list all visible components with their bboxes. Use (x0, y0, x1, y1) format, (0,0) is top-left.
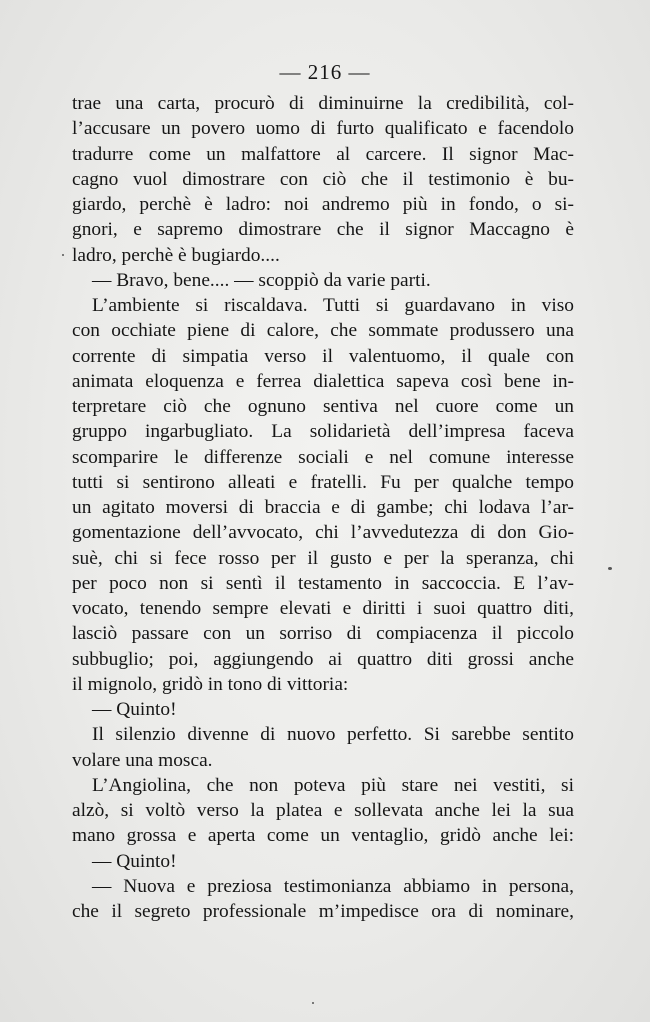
ink-speck (312, 1002, 314, 1004)
text-line: tradurre come un malfattore al carcere. Il signor Mac- (72, 143, 574, 165)
text-line: corrente di simpatia verso il valentuomo, il quale con (72, 345, 574, 367)
text-line: tutti si sentirono alleati e fratelli. Fu per qualche tempo (72, 471, 574, 493)
text-line: terpretare ciò che ognuno sentiva nel cuore come un (72, 396, 574, 417)
text-line: Il silenzio divenne di nuovo perfetto. Si sarebbe sentito (92, 724, 574, 746)
text-line: gomentazione dell’avvocato, chi l’avvedutezza di don Gio- (72, 522, 574, 544)
text-line: un agitato moversi di braccia e di gambe; chi lodava l’ar- (72, 497, 574, 518)
text-line: — Nuova e preziosa testimonianza abbiamo in persona, (92, 875, 574, 897)
text-line: L’Angiolina, che non poteva più stare nei vestiti, si (92, 774, 574, 796)
text-line: ladro, perchè è bugiardo.... (72, 244, 280, 266)
body-text (72, 91, 574, 924)
text-line: animata eloquenza e ferrea dialettica sapeva così bene in- (72, 370, 574, 392)
page-number: — 216 — (279, 60, 371, 84)
text-line: per poco non si sentì il testamento in saccoccia. E l’av- (72, 572, 574, 594)
text-line: — Quinto! (92, 699, 177, 720)
text-line: subbuglio; poi, aggiungendo ai quattro diti grossi anche (72, 648, 574, 670)
text-line: alzò, si voltò verso la platea e sollevata anche lei la sua (72, 800, 574, 821)
text-line: lasciò passare con un sorriso di compiacenza il piccolo (72, 623, 574, 645)
text-line: scomparire le differenze sociali e nel comune interesse (72, 446, 574, 468)
text-line: con occhiate piene di calore, che sommate produssero una (72, 320, 574, 342)
text-line: mano grossa e aperta come un ventaglio, gridò anche lei: (72, 825, 574, 847)
text-line: il mignolo, gridò in tono di vittoria: (72, 673, 349, 695)
text-line: L’ambiente si riscaldava. Tutti si guardavano in viso (92, 295, 574, 316)
text-line: giardo, perchè è ladro: noi andremo più in fondo, o si- (72, 194, 574, 215)
ink-speck (608, 567, 612, 570)
text-line: suè, chi si fece rosso per il gusto e per la speranza, chi (72, 547, 574, 569)
text-line: gnori, e sapremo dimostrare che il signor Maccagno è (72, 219, 574, 241)
ink-speck (62, 254, 64, 256)
text-line: cagno vuol dimostrare con ciò che il testimonio è bu- (72, 168, 574, 190)
text-line: volare una mosca. (72, 749, 213, 771)
text-line: l’accusare un povero uomo di furto qualificato e facendolo (72, 118, 574, 140)
text-line: gruppo ingarbugliato. La solidarietà dell’impresa faceva (72, 421, 574, 443)
text-line: — Quinto! (92, 850, 177, 872)
text-line: — Bravo, bene.... — scoppiò da varie parti. (92, 269, 431, 291)
text-line: trae una carta, procurò di diminuirne la credibilità, col- (72, 93, 574, 114)
text-line: vocato, tenendo sempre elevati e diritti i suoi quattro diti, (72, 598, 574, 619)
text-line: che il segreto professionale m’impedisce ora di nominare, (72, 901, 574, 922)
